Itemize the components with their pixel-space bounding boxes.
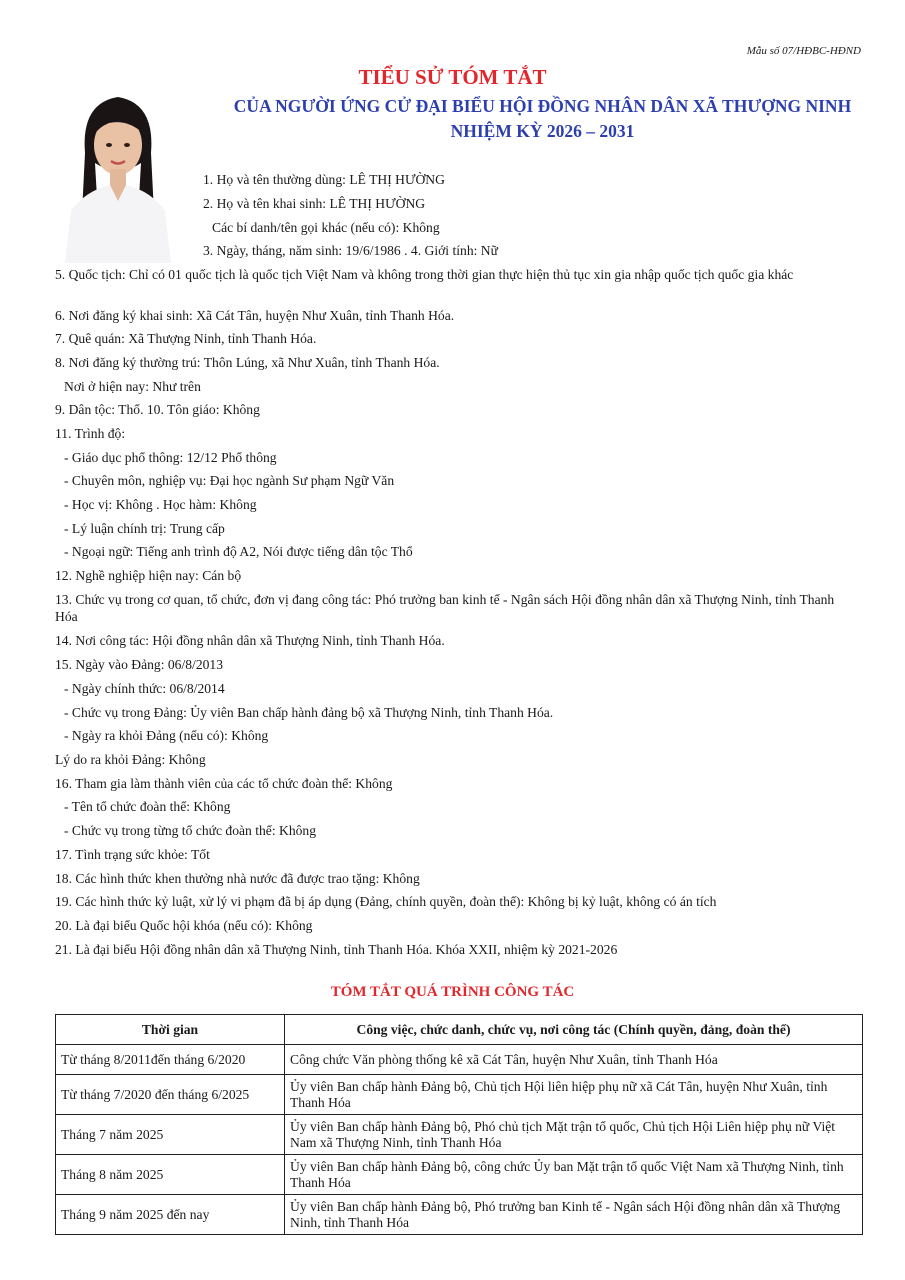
table-row <box>56 1075 863 1115</box>
health-status: 17. Tình trạng sức khỏe: Tốt <box>55 847 210 862</box>
cell-time: Từ tháng 8/2011đến tháng 6/2020 <box>56 1045 285 1075</box>
birth-name: 2. Họ và tên khai sinh: LÊ THỊ HƯỜNG <box>203 196 426 211</box>
cell-description: Ủy viên Ban chấp hành Đảng bộ, công chức Ủy ban Mặt trận tổ quốc Việt Nam xã Thượng Ninh, tỉnh Thanh Hóa <box>285 1155 863 1195</box>
party-position: - Chức vụ trong Đảng: Ủy viên Ban chấp hành đảng bộ xã Thượng Ninh, tỉnh Thanh Hóa. <box>64 705 554 720</box>
table-row <box>56 1045 863 1075</box>
cell-time: Từ tháng 7/2020 đến tháng 6/2025 <box>56 1075 285 1115</box>
cell-description: Ủy viên Ban chấp hành Đảng bộ, Phó chủ tịch Mặt trận tổ quốc, Chủ tịch Hội Liên hiệp phụ nữ Việt Nam xã Thượng Ninh, tỉnh Thanh Hóa <box>285 1115 863 1155</box>
cell-time: Tháng 7 năm 2025 <box>56 1115 285 1155</box>
cell-description: Công chức Văn phòng thống kê xã Cát Tân, huyện Như Xuân, tỉnh Thanh Hóa <box>285 1045 863 1075</box>
cell-description: Ủy viên Ban chấp hành Đảng bộ, Phó trưởng ban Kinh tế - Ngân sách Hội đồng nhân dân xã Thượng Ninh, tỉnh Thanh Hóa <box>285 1195 863 1235</box>
cell-description: Ủy viên Ban chấp hành Đảng bộ, Chủ tịch Hội liên hiệp phụ nữ xã Cát Tân, huyện Như Xuân, tỉnh Thanh Hóa <box>285 1075 863 1115</box>
education-heading: 11. Trình độ: <box>55 426 126 441</box>
party-official-date: - Ngày chính thức: 06/8/2014 <box>64 681 225 696</box>
ethnicity-religion: 9. Dân tộc: Thổ. 10. Tôn giáo: Không <box>55 402 260 417</box>
aliases: Các bí danh/tên gọi khác (nếu có): Không <box>212 220 440 235</box>
common-name: 1. Họ và tên thường dùng: LÊ THỊ HƯỜNG <box>203 172 445 187</box>
nationality: 5. Quốc tịch: Chỉ có 01 quốc tịch là quốc tịch Việt Nam và không trong thời gian thực hiện thủ tục xin gia nhập quốc tịch quốc gia khác <box>55 267 794 282</box>
council-deputy: 21. Là đại biểu Hội đồng nhân dân xã Thượng Ninh, tỉnh Thanh Hóa. Khóa XXII, nhiệm kỳ 2021-2026 <box>55 942 618 957</box>
professional-qualification: - Chuyên môn, nghiệp vụ: Đại học ngành Sư phạm Ngữ Văn <box>64 473 395 488</box>
national-assembly-deputy: 20. Là đại biểu Quốc hội khóa (nếu có): Không <box>55 918 313 933</box>
work-history-title: TÓM TẮT QUÁ TRÌNH CÔNG TÁC <box>330 984 575 1000</box>
form-code: Mẫu số 07/HĐBC-HĐND <box>746 45 861 57</box>
header-time: Thời gian <box>56 1015 285 1045</box>
table-header-row <box>56 1015 863 1045</box>
portrait-photo <box>55 83 181 263</box>
birth-registration-place: 6. Nơi đăng ký khai sinh: Xã Cát Tân, huyện Như Xuân, tỉnh Thanh Hóa. <box>55 308 455 323</box>
organization-position: - Chức vụ trong từng tổ chức đoàn thể: Không <box>64 823 317 838</box>
party-join-date: 15. Ngày vào Đảng: 06/8/2013 <box>55 657 224 672</box>
hometown: 7. Quê quán: Xã Thượng Ninh, tỉnh Thanh Hóa. <box>55 331 317 346</box>
table-row <box>56 1195 863 1235</box>
table-row <box>56 1115 863 1155</box>
current-residence: Nơi ở hiện nay: Như trên <box>64 379 201 394</box>
party-leave-date: - Ngày ra khỏi Đảng (nếu có): Không <box>64 728 269 743</box>
political-theory: - Lý luận chính trị: Trung cấp <box>64 521 225 536</box>
term-title: NHIỆM KỲ 2026 – 2031 <box>450 121 635 141</box>
current-position: 13. Chức vụ trong cơ quan, tổ chức, đơn vị đang công tác: Phó trưởng ban kinh tế - Ngân sách Hội đồng nhân dân xã Thượng Ninh, tỉnh Thanh Hóa <box>55 592 835 624</box>
permanent-residence: 8. Nơi đăng ký thường trú: Thôn Lúng, xã Như Xuân, tỉnh Thanh Hóa. <box>55 355 440 370</box>
academic-degree: - Học vị: Không . Học hàm: Không <box>64 497 257 512</box>
foreign-language: - Ngoại ngữ: Tiếng anh trình độ A2, Nói được tiếng dân tộc Thổ <box>64 544 413 559</box>
disciplinary-record: 19. Các hình thức kỷ luật, xử lý vi phạm đã bị áp dụng (Đảng, chính quyền, đoàn thể): Không bị kỷ luật, không có án tích <box>55 894 717 909</box>
document-title: TIỂU SỬ TÓM TẮT <box>358 65 547 89</box>
party-leave-reason: Lý do ra khỏi Đảng: Không <box>55 752 206 767</box>
birth-date-gender: 3. Ngày, tháng, năm sinh: 19/6/1986 . 4. Giới tính: Nữ <box>203 243 498 258</box>
document-subtitle: CỦA NGƯỜI ỨNG CỬ ĐẠI BIỂU HỘI ĐỒNG NHÂN DÂN XÃ THƯỢNG NINH <box>233 96 852 116</box>
state-awards: 18. Các hình thức khen thưởng nhà nước đã được trao tặng: Không <box>55 871 420 886</box>
cell-time: Tháng 9 năm 2025 đến nay <box>56 1195 285 1235</box>
cell-time: Tháng 8 năm 2025 <box>56 1155 285 1195</box>
work-history-table <box>55 1014 863 1235</box>
occupation: 12. Nghề nghiệp hiện nay: Cán bộ <box>55 568 242 583</box>
organization-name: - Tên tổ chức đoàn thể: Không <box>64 799 231 814</box>
table-row <box>56 1155 863 1195</box>
header-description: Công việc, chức danh, chức vụ, nơi công tác (Chính quyền, đảng, đoàn thể) <box>285 1015 863 1045</box>
workplace: 14. Nơi công tác: Hội đồng nhân dân xã Thượng Ninh, tỉnh Thanh Hóa. <box>55 633 445 648</box>
general-education: - Giáo dục phổ thông: 12/12 Phổ thông <box>64 450 277 465</box>
organization-membership: 16. Tham gia làm thành viên của các tổ chức đoàn thể: Không <box>55 776 393 791</box>
